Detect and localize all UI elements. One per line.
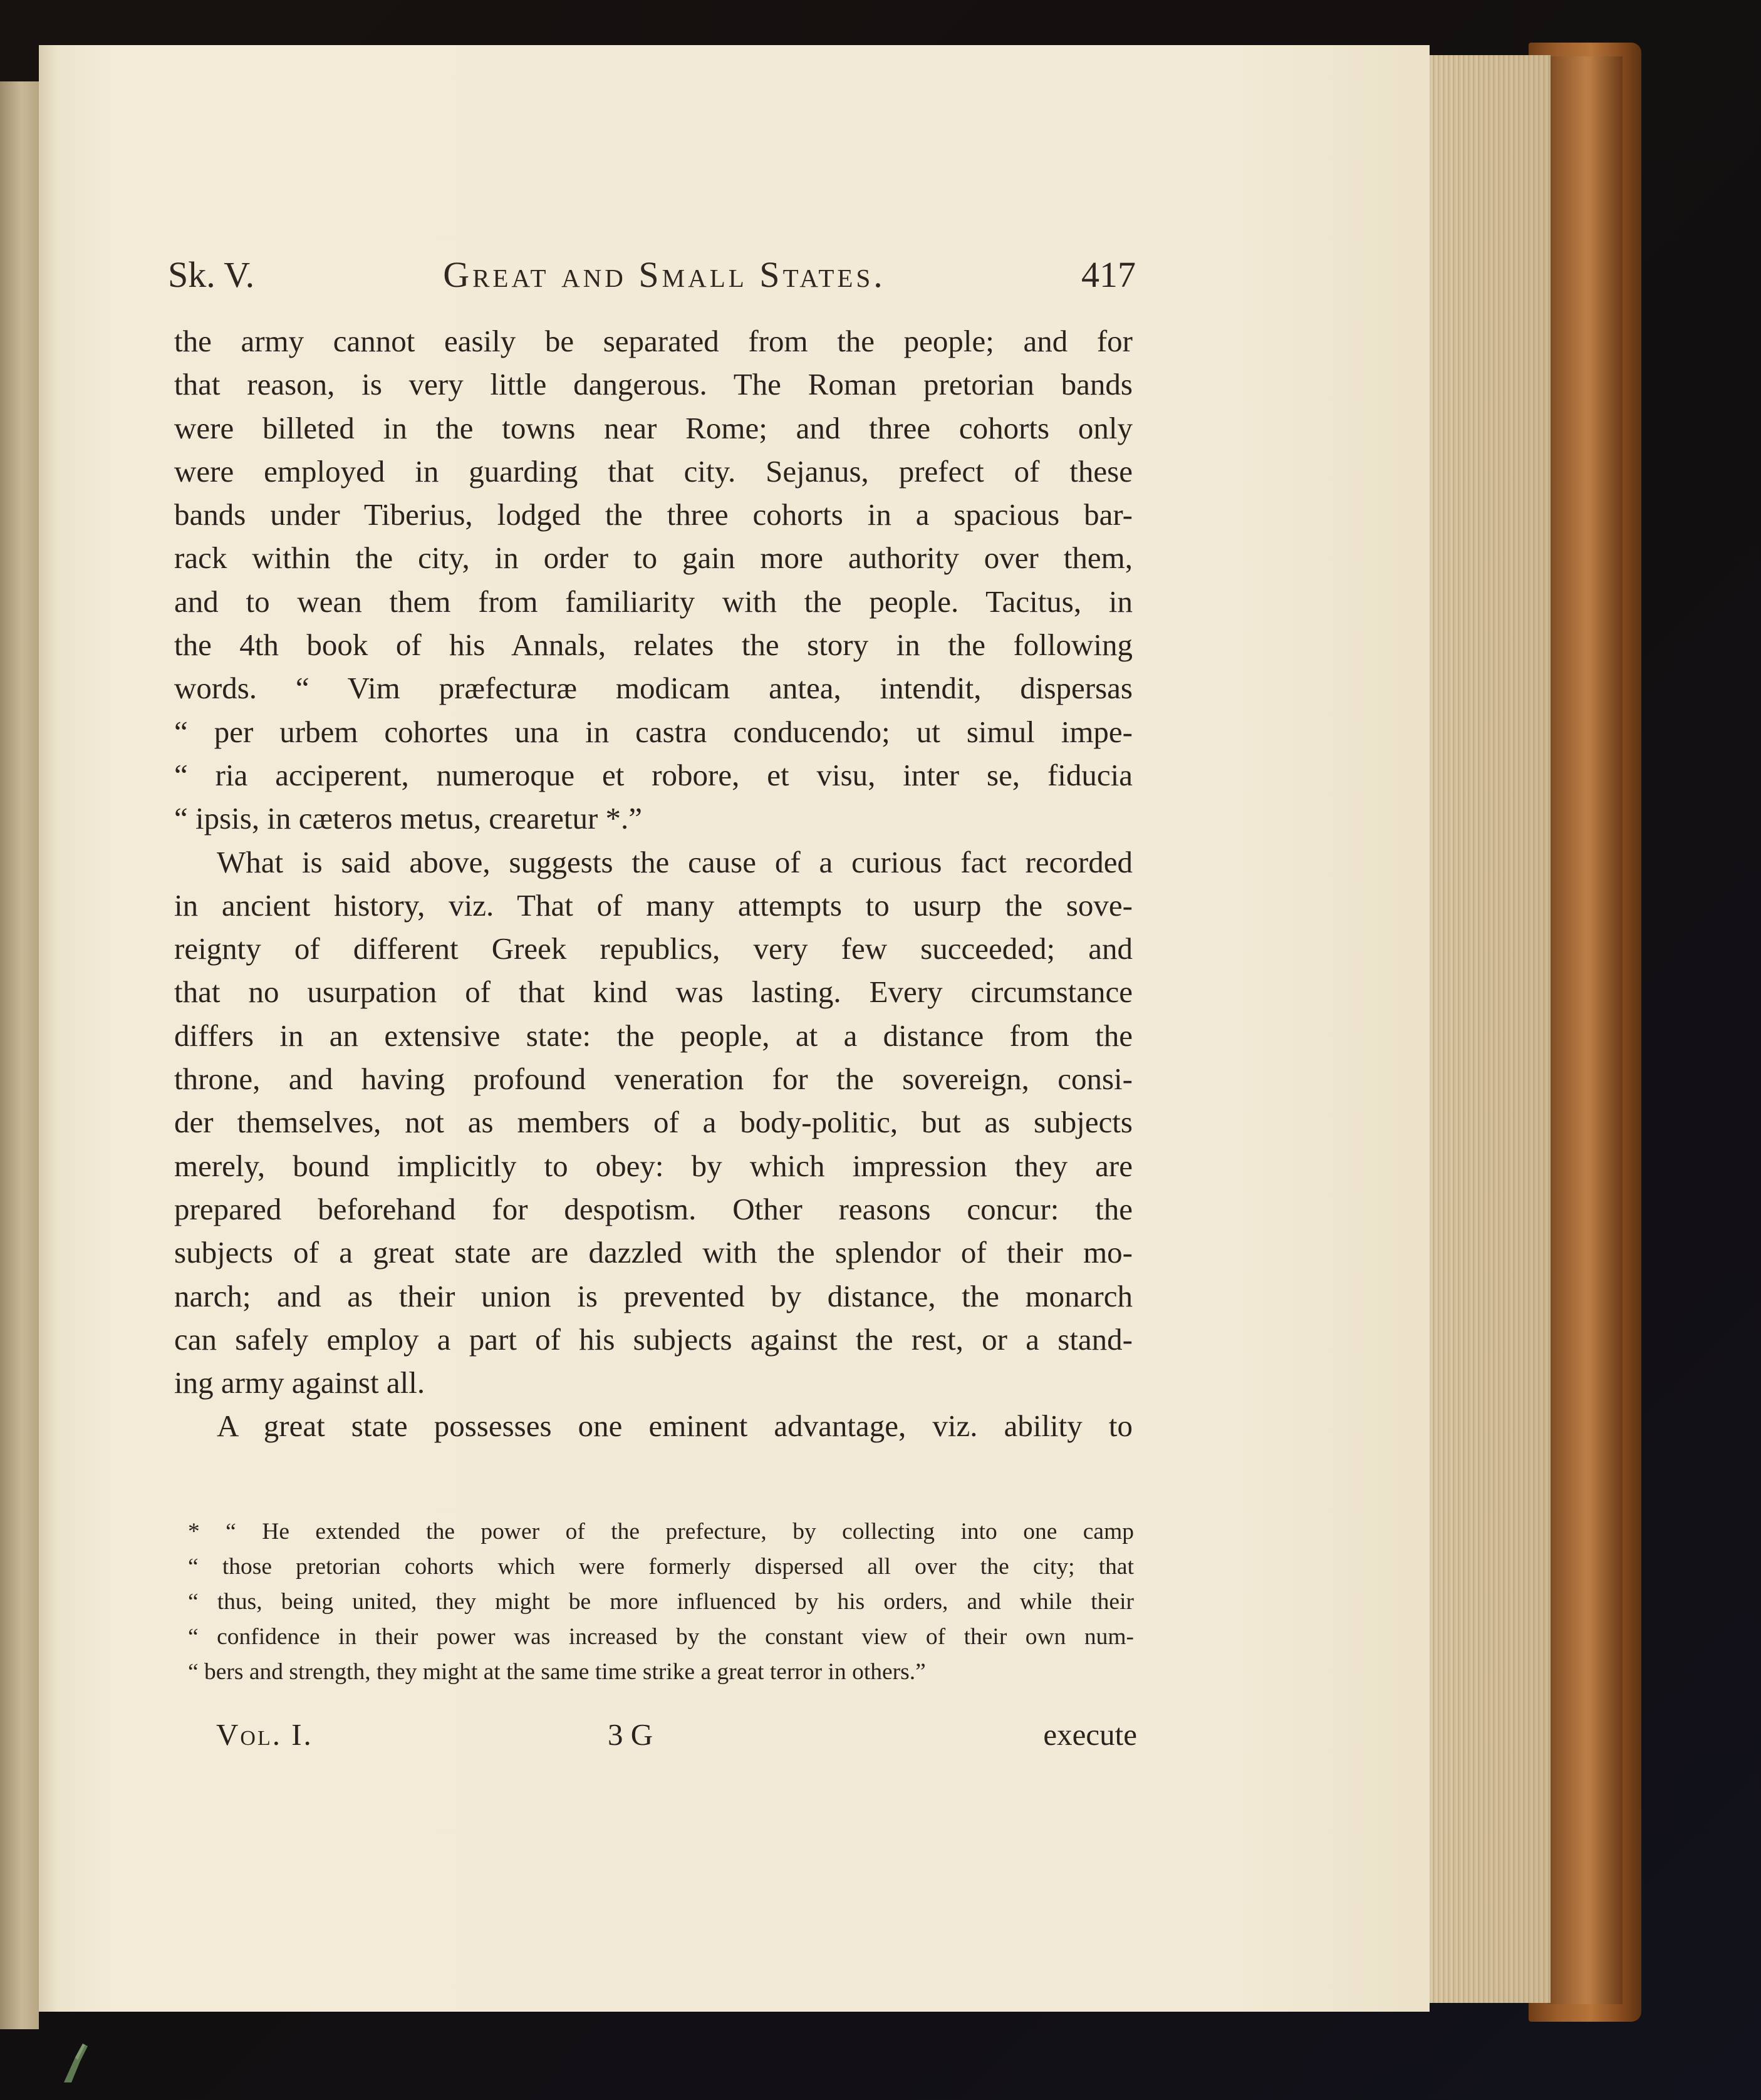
footnote-line: * “ He extended the power of the prefecture, by collecting into one camp xyxy=(188,1519,1134,1544)
running-head xyxy=(168,253,1136,297)
text-line: the 4th book of his Annals, relates the story in the following xyxy=(174,628,1133,663)
footnote-line: “ confidence in their power was increased by the constant view of their own num- xyxy=(188,1624,1134,1650)
text-line: bands under Tiberius, lodged the three cohorts in a spacious bar- xyxy=(174,497,1133,532)
text-line: A great state possesses one eminent advantage, viz. ability to xyxy=(217,1409,1133,1444)
book-cover-highlight xyxy=(1547,56,1623,2004)
paragraph-2 xyxy=(174,841,1133,1405)
text-line: narch; and as their union is prevented by distance, the monarch xyxy=(174,1278,1133,1313)
text-line: What is said above, suggests the cause of a curious fact recorded xyxy=(217,844,1133,879)
text-line: in ancient history, viz. That of many attempts to usurp the sove- xyxy=(174,887,1133,923)
text-line: prepared beforehand for despotism. Other reasons concur: the xyxy=(174,1191,1133,1226)
text-line: can safely employ a part of his subjects against the rest, or a stand- xyxy=(174,1322,1133,1357)
signature-mark: 3 G xyxy=(608,1717,653,1752)
paragraph-3 xyxy=(174,1404,1133,1447)
footnote-line: “ thus, being united, they might be more influenced by his orders, and while their xyxy=(188,1589,1134,1615)
text-line: the army cannot easily be separated from the people; and for xyxy=(174,324,1133,358)
body-text xyxy=(174,319,1133,1448)
page-number: 417 xyxy=(1081,254,1136,295)
running-head-section: Sk. V. xyxy=(168,254,255,295)
quote-line: “ ipsis, in cæteros metus, crearetur *.” xyxy=(174,801,643,836)
text-line: merely, bound implicitly to obey: by which impression they are xyxy=(174,1148,1133,1183)
page-fore-edge-shade xyxy=(1425,55,1551,2003)
text-line: words. “ Vim præfecturæ modicam antea, intendit, dispersas xyxy=(174,671,1133,706)
volume-label: Vol. I. xyxy=(216,1717,313,1752)
text-line: subjects of a great state are dazzled with the splendor of their mo- xyxy=(174,1235,1133,1270)
footnote xyxy=(188,1514,1134,1690)
text-line: reignty of different Greek republics, very few succeeded; and xyxy=(174,931,1133,966)
text-line: and to wean them from familiarity with the people. Tacitus, in xyxy=(174,584,1133,619)
quote-line: “ per urbem cohortes una in castra conducendo; ut simul impe- xyxy=(174,714,1133,749)
text-line: that reason, is very little dangerous. The Roman pretorian bands xyxy=(174,367,1133,402)
catchword: execute xyxy=(1043,1717,1137,1752)
text-line: rack within the city, in order to gain more authority over them, xyxy=(174,541,1133,576)
text-line: differs in an extensive state: the people, at a distance from the xyxy=(174,1018,1133,1053)
footnote-line: “ bers and strength, they might at the same time strike a great terror in others.” xyxy=(188,1659,926,1685)
previous-page-edge xyxy=(0,81,39,2029)
signature-line xyxy=(216,1713,1137,1757)
footnote-line: “ those pretorian cohorts which were formerly dispersed all over the city; that xyxy=(188,1554,1134,1580)
text-line: were billeted in the towns near Rome; and three cohorts only xyxy=(174,410,1133,445)
text-line: ing army against all. xyxy=(174,1365,425,1400)
paragraph-1 xyxy=(174,319,1133,841)
ribbon-bookmark-icon xyxy=(58,2039,95,2082)
text-line: throne, and having profound veneration for the sovereign, consi- xyxy=(174,1062,1133,1097)
running-head-title: Great and Small States. xyxy=(443,254,886,295)
quote-line: “ ria acciperent, numeroque et robore, et visu, inter se, fiducia xyxy=(174,757,1133,792)
text-line: were employed in guarding that city. Sejanus, prefect of these xyxy=(174,453,1133,489)
text-line: that no usurpation of that kind was lasting. Every circumstance xyxy=(174,975,1133,1010)
text-line: der themselves, not as members of a body-politic, but as subjects xyxy=(174,1105,1133,1140)
